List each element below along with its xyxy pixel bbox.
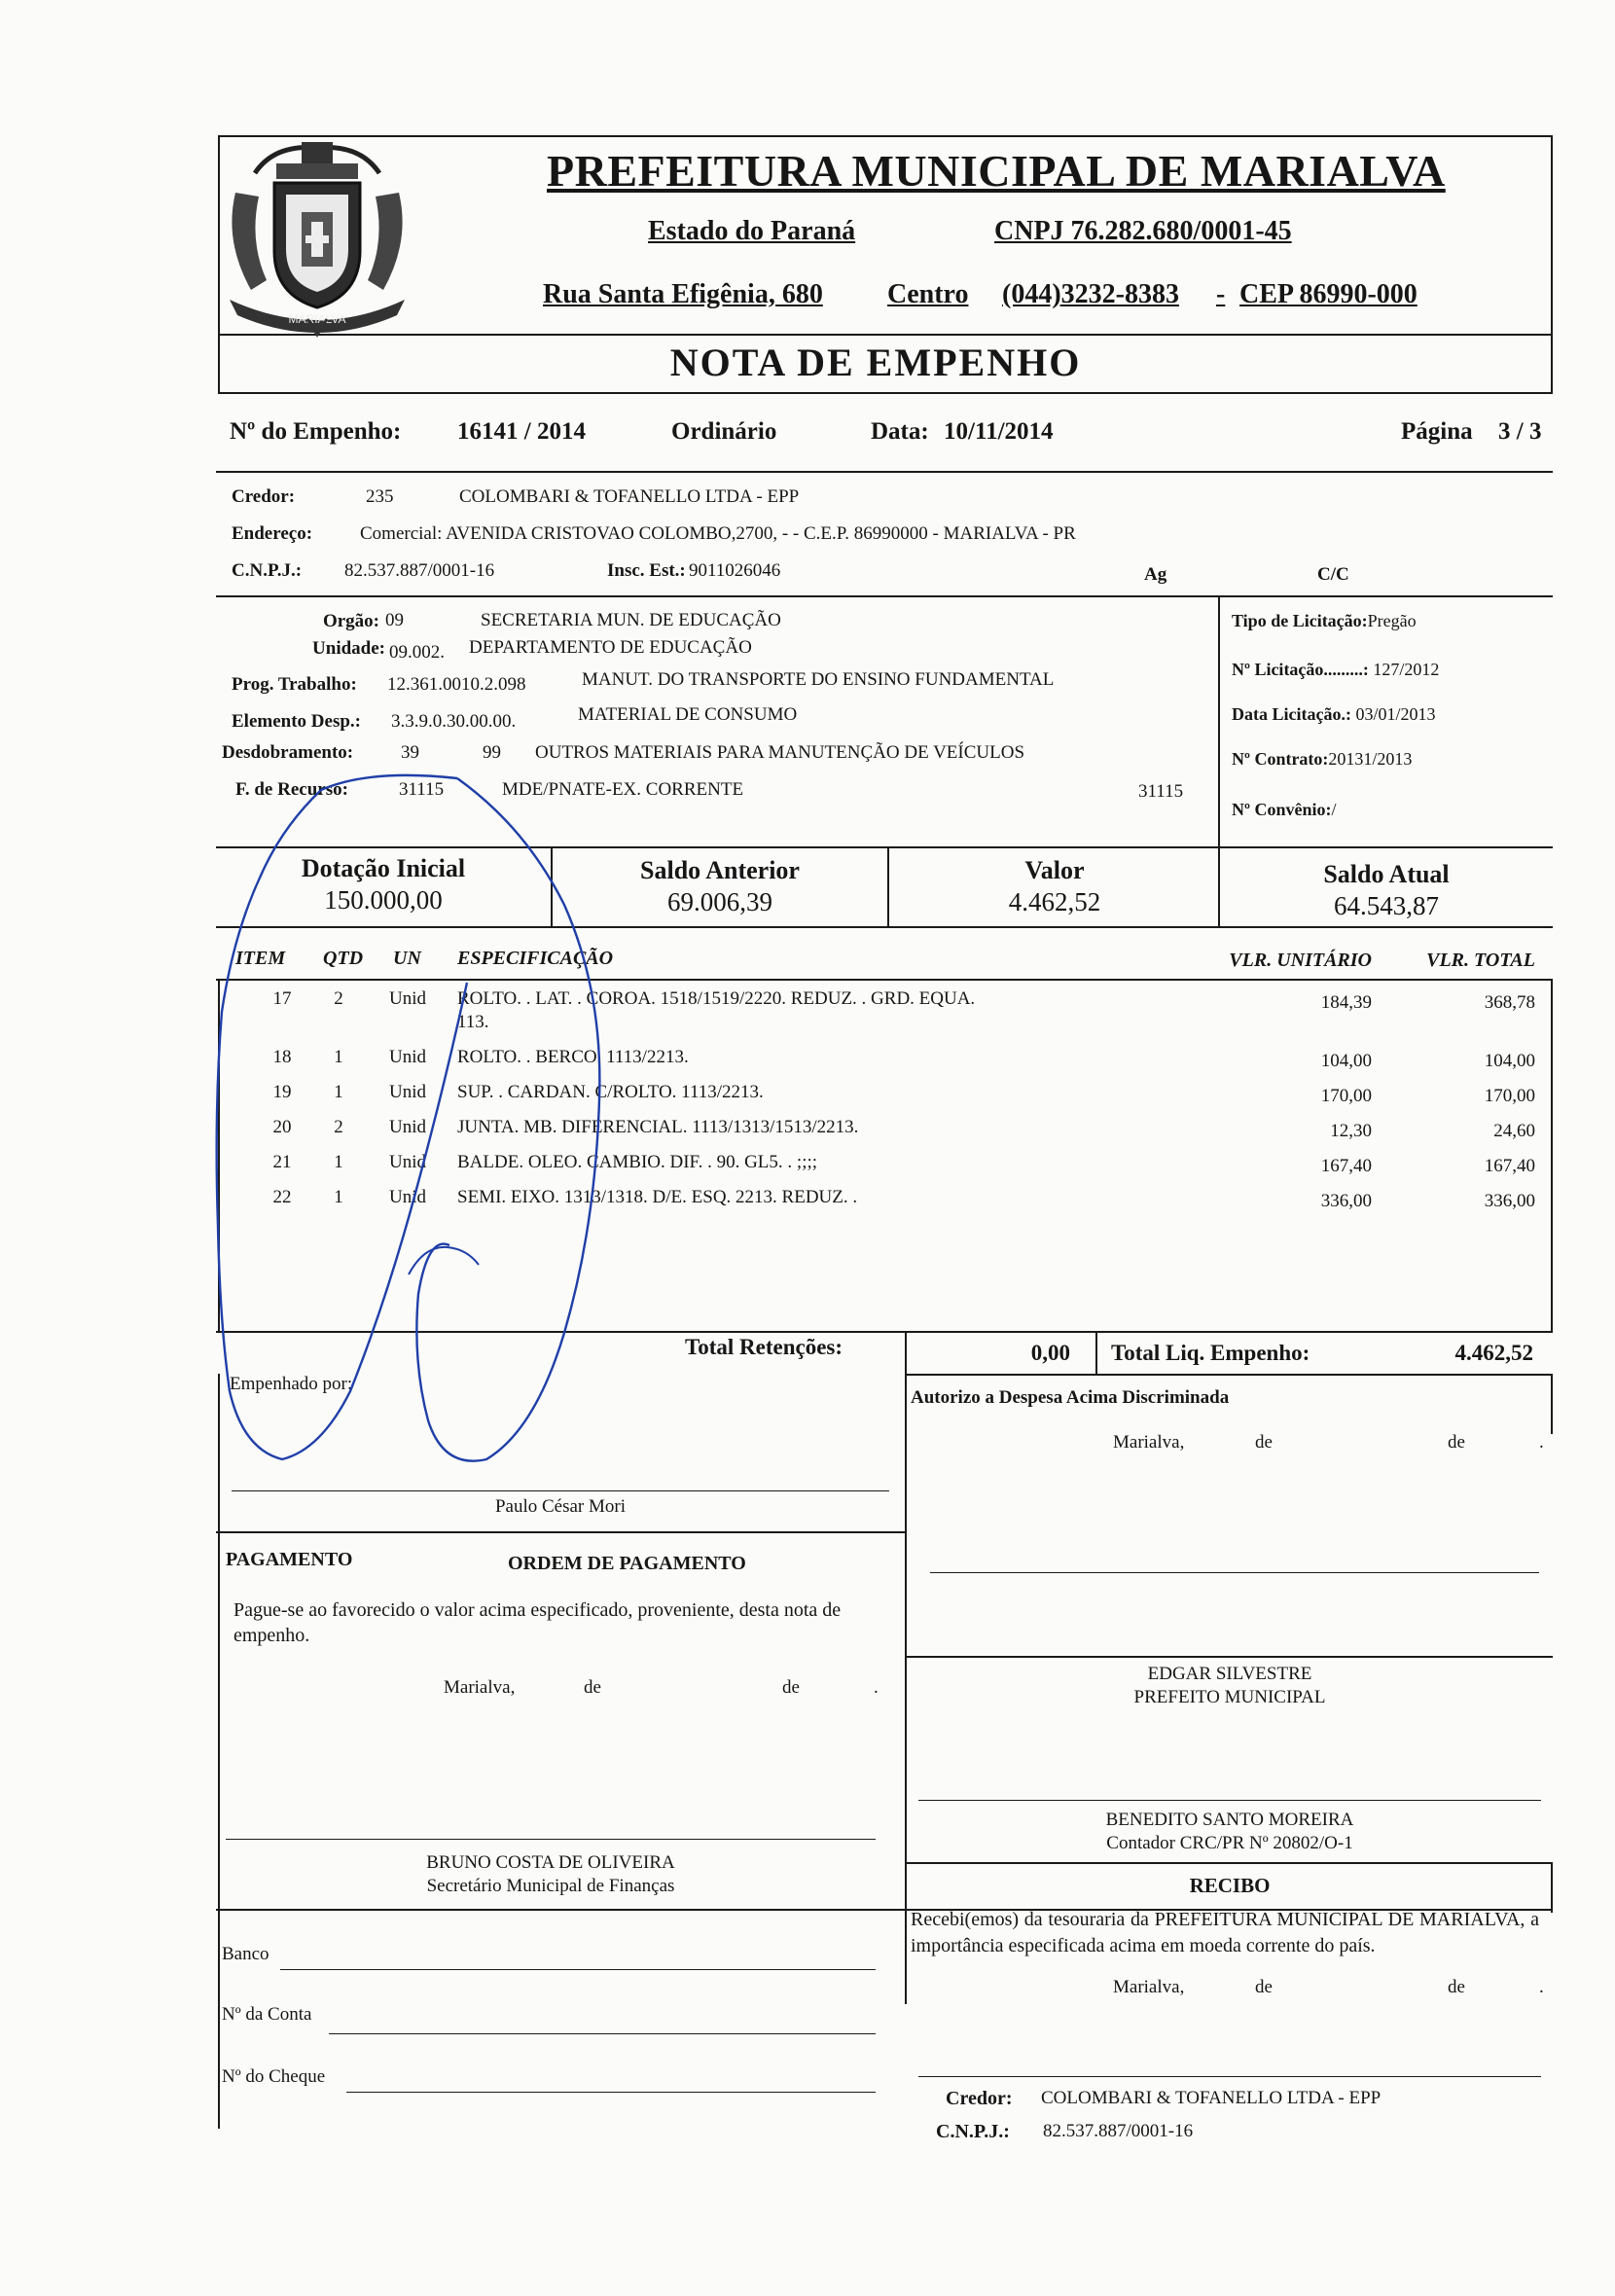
licitacao-contrato-value: 20131/2013 — [1328, 749, 1413, 769]
recurso-label: F. de Recurso: — [235, 779, 348, 800]
prog-label: Prog. Trabalho: — [232, 674, 357, 695]
empenhado-label: Empenhado por: — [230, 1374, 353, 1394]
item-number: 21 — [272, 1152, 292, 1172]
contador-title: Contador CRC/PR Nº 20802/O-1 — [1106, 1833, 1353, 1853]
elem-name: MATERIAL DE CONSUMO — [578, 704, 798, 725]
licitacao-data-label: Data Licitação.: — [1232, 704, 1351, 724]
credor-address: Comercial: AVENIDA CRISTOVAO COLOMBO,2700, - - C.E.P. 86990000 - MARIALVA - PR — [360, 523, 1076, 544]
item-number: 20 — [272, 1117, 292, 1137]
item-un: Unid — [389, 1082, 426, 1102]
item-total-value: 336,00 — [1484, 1191, 1535, 1211]
pagamento-de-1: de — [584, 1677, 601, 1698]
valor-value: 4.462,52 — [1008, 887, 1101, 916]
orgao-name: SECRETARIA MUN. DE EDUCAÇÃO — [481, 610, 781, 630]
empenho-label: Nº do Empenho: — [230, 418, 402, 445]
item-spec: ROLTO. . BERCO. 1113/2213. — [457, 1047, 689, 1067]
pague-text: Pague-se ao favorecido o valor acima especificado, proveniente, desta nota de empenho. — [233, 1599, 842, 1646]
autorizo-de-1: de — [1255, 1432, 1273, 1453]
col-spec: ESPECIFICAÇÃO — [457, 948, 614, 969]
licitacao-tipo — [1232, 611, 1417, 631]
item-number: 17 — [272, 988, 292, 1009]
insc-label: Insc. Est.: — [607, 560, 686, 581]
credor-divider — [216, 595, 1553, 597]
licitacao-convenio-value: / — [1331, 800, 1337, 819]
item-unit-value: 170,00 — [1320, 1086, 1372, 1106]
prefeito-name: EDGAR SILVESTRE — [1147, 1664, 1312, 1684]
licitacao-convenio-label: Nº Convênio: — [1232, 800, 1332, 819]
cheque-label: Nº do Cheque — [222, 2066, 326, 2087]
ordem-pagamento-label: ORDEM DE PAGAMENTO — [508, 1553, 746, 1574]
empenho-date: 10/11/2014 — [944, 418, 1054, 445]
totals-top-border — [216, 846, 1553, 848]
ag-label: Ag — [1144, 564, 1167, 585]
secretario-signature-line — [226, 1839, 876, 1840]
credor-cnpj: 82.537.887/0001-16 — [344, 560, 495, 581]
header-cep: CEP 86990-000 — [1239, 279, 1418, 309]
retencoes-top-border — [216, 1331, 1553, 1333]
pagamento-de-2: de — [782, 1677, 800, 1698]
contador-name: BENEDITO SANTO MOREIRA — [1105, 1810, 1354, 1830]
credor-label: Credor: — [232, 486, 296, 507]
retencoes-label: Total Retenções: — [685, 1335, 843, 1359]
conta-line — [329, 2033, 876, 2034]
empenho-date-label: Data: — [871, 418, 929, 445]
endereco-label: Endereço: — [232, 523, 313, 544]
coat-of-arms-seal — [216, 134, 418, 339]
pagamento-city: Marialva, — [444, 1677, 516, 1698]
item-qtd: 1 — [334, 1082, 343, 1102]
recibo-top-border — [907, 1862, 1553, 1864]
recibo-credor-label: Credor: — [946, 2088, 1013, 2109]
empenhado-name: Paulo César Mori — [494, 1496, 627, 1517]
licitacao-data-value: 03/01/2013 — [1355, 704, 1436, 724]
item-unit-value: 12,30 — [1330, 1121, 1372, 1141]
item-unit-value: 104,00 — [1320, 1051, 1372, 1071]
autorizo-city: Marialva, — [1113, 1432, 1185, 1453]
recibo-de-1: de — [1255, 1977, 1273, 1997]
desd-code: 39 — [401, 742, 419, 763]
empenho-type: Ordinário — [671, 418, 777, 445]
recurso-code: 31115 — [399, 779, 445, 800]
item-unit-value: 184,39 — [1320, 992, 1372, 1013]
recurso-code-2: 31115 — [1138, 781, 1184, 802]
pagamento-label: PAGAMENTO — [226, 1549, 353, 1570]
licitacao-num-label: Nº Licitação.........: — [1232, 660, 1369, 679]
item-un: Unid — [389, 1187, 426, 1207]
page-label: Página — [1401, 418, 1473, 445]
header-dash: - — [1216, 279, 1226, 309]
banco-line — [280, 1969, 876, 1970]
unidade-name: DEPARTAMENTO DE EDUCAÇÃO — [469, 637, 752, 658]
orgao-code: 09 — [385, 610, 404, 630]
retencoes-bottom-border — [907, 1374, 1553, 1376]
item-unit-value: 336,00 — [1320, 1191, 1372, 1211]
dotacao-label: Dotação Inicial — [301, 854, 466, 882]
header-bottom-border — [218, 392, 1553, 394]
licitacao-contrato-label: Nº Contrato: — [1232, 749, 1329, 769]
elem-code: 3.3.9.0.30.00.00. — [391, 711, 517, 732]
recibo-cnpj: 82.537.887/0001-16 — [1043, 2121, 1194, 2141]
item-qtd: 1 — [334, 1187, 343, 1207]
valor-label: Valor — [1024, 856, 1085, 884]
item-unit-value: 167,40 — [1320, 1156, 1372, 1176]
col-un: UN — [393, 948, 421, 969]
header-address: Rua Santa Efigênia, 680 — [543, 279, 823, 309]
item-qtd: 1 — [334, 1152, 343, 1172]
col-qtd: QTD — [323, 948, 364, 969]
licitacao-num-value: 127/2012 — [1373, 660, 1440, 679]
recibo-city: Marialva, — [1113, 1977, 1185, 1997]
saldo-atual-value: 64.543,87 — [1334, 891, 1439, 920]
col-item: ITEM — [235, 948, 286, 969]
licitacao-separator — [1218, 595, 1220, 850]
credor-name: COLOMBARI & TOFANELLO LTDA - EPP — [459, 486, 800, 507]
retencoes-sep — [1095, 1331, 1097, 1376]
header-cnpj: CNPJ 76.282.680/0001-45 — [994, 216, 1292, 246]
autorizo-right-border — [1551, 1374, 1553, 1434]
item-total-value: 368,78 — [1484, 992, 1535, 1013]
saldo-anterior-value: 69.006,39 — [667, 887, 772, 916]
item-spec: ROLTO. . LAT. . COROA. 1518/1519/2220. REDUZ. . GRD. EQUA. — [457, 988, 976, 1009]
col-total: VLR. TOTAL — [1426, 950, 1535, 971]
pagamento-dot: . — [874, 1677, 879, 1698]
item-spec: BALDE. OLEO. CAMBIO. DIF. . 90. GL5. . ;;;; — [457, 1152, 818, 1172]
licitacao-tipo-label: Tipo de Licitação: — [1232, 611, 1368, 630]
credor-insc: 9011026046 — [689, 560, 781, 581]
recibo-de-2: de — [1448, 1977, 1465, 1997]
licitacao-contrato — [1232, 749, 1412, 770]
item-qtd: 2 — [334, 1117, 343, 1137]
item-un: Unid — [389, 1117, 426, 1137]
saldo-anterior-label: Saldo Anterior — [640, 856, 800, 884]
header-state: Estado do Paraná — [648, 216, 856, 246]
item-spec: SEMI. EIXO. 1313/1318. D/E. ESQ. 2213. REDUZ. . — [457, 1187, 858, 1207]
unidade-code: 09.002. — [389, 642, 445, 663]
licitacao-convenio — [1232, 800, 1336, 820]
credor-code: 235 — [366, 486, 394, 507]
licitacao-num — [1232, 660, 1439, 680]
autorizo-de-2: de — [1448, 1432, 1465, 1453]
autorizo-label: Autorizo a Despesa Acima Discriminada — [911, 1387, 1230, 1408]
col-unit: VLR. UNITÁRIO — [1229, 950, 1372, 971]
item-total-value: 170,00 — [1484, 1086, 1535, 1106]
svg-text:MARIALVA: MARIALVA — [288, 312, 346, 326]
secretario-title: Secretário Municipal de Finanças — [426, 1876, 675, 1896]
desd-name: OUTROS MATERIAIS PARA MANUTENÇÃO DE VEÍCULOS — [535, 742, 1025, 763]
totals-bottom-border — [216, 926, 1553, 928]
desd-sub: 99 — [483, 742, 501, 763]
item-qtd: 2 — [334, 988, 343, 1009]
prefeito-title: PREFEITO MUNICIPAL — [1133, 1687, 1326, 1707]
empenho-number: 16141 / 2014 — [457, 418, 586, 445]
contador-signature-line — [918, 1800, 1541, 1801]
liq-value: 4.462,52 — [1454, 1341, 1533, 1365]
banco-label: Banco — [222, 1944, 269, 1964]
desd-label: Desdobramento: — [222, 742, 354, 763]
dotacao-value: 150.000,00 — [324, 885, 443, 915]
item-un: Unid — [389, 1152, 426, 1172]
page-number: 3 / 3 — [1498, 418, 1542, 445]
cc-label: C/C — [1317, 564, 1349, 585]
item-un: Unid — [389, 988, 426, 1009]
items-header-divider — [216, 979, 1553, 981]
item-total-value: 167,40 — [1484, 1156, 1535, 1176]
item-spec: SUP. . CARDAN. C/ROLTO. 1113/2213. — [457, 1082, 764, 1102]
liq-label: Total Liq. Empenho: — [1111, 1341, 1310, 1365]
licitacao-data — [1232, 704, 1435, 725]
autorizo-signature-line — [930, 1572, 1539, 1573]
item-number: 19 — [272, 1082, 292, 1102]
empenhado-signature-line — [232, 1490, 889, 1491]
items-left-border — [218, 979, 220, 1333]
cnpj-label: C.N.P.J.: — [232, 560, 303, 581]
prog-name: MANUT. DO TRANSPORTE DO ENSINO FUNDAMENTAL — [582, 669, 1055, 690]
item-qtd: 1 — [334, 1047, 343, 1067]
recibo-text: Recebi(emos) da tesouraria da PREFEITURA MUNICIPAL DE MARIALVA, a importância especificada acima em moeda corrente do país. — [911, 1909, 1539, 1956]
conta-label: Nº da Conta — [222, 2004, 312, 2025]
secretario-name: BRUNO COSTA DE OLIVEIRA — [426, 1852, 675, 1873]
recibo-label: RECIBO — [1189, 1874, 1271, 1897]
items-right-border — [1551, 979, 1553, 1333]
elem-label: Elemento Desp.: — [232, 711, 361, 732]
recurso-name: MDE/PNATE-EX. CORRENTE — [502, 779, 744, 800]
item-number: 22 — [272, 1187, 292, 1207]
recibo-signature-line — [918, 2076, 1541, 2077]
item-un: Unid — [389, 1047, 426, 1067]
header-district: Centro — [887, 279, 969, 309]
licitacao-tipo-value: Pregão — [1367, 611, 1417, 630]
saldo-atual-label: Saldo Atual — [1323, 860, 1450, 888]
page-title: PREFEITURA MUNICIPAL DE MARIALVA — [547, 146, 1446, 196]
bottom-left-border — [218, 1374, 220, 2129]
item-number: 18 — [272, 1047, 292, 1067]
recibo-dot: . — [1539, 1977, 1544, 1997]
empenho-divider — [216, 471, 1553, 473]
item-total-value: 104,00 — [1484, 1051, 1535, 1071]
document-title: NOTA DE EMPENHO — [669, 341, 1082, 384]
prog-code: 12.361.0010.2.098 — [387, 674, 526, 695]
retencoes-value: 0,00 — [1030, 1341, 1070, 1365]
item-total-value: 24,60 — [1493, 1121, 1535, 1141]
prefeito-top-border — [907, 1656, 1553, 1658]
recibo-credor: COLOMBARI & TOFANELLO LTDA - EPP — [1041, 2088, 1382, 2108]
item-spec: JUNTA. MB. DIFERENCIAL. 1113/1313/1513/2213. — [457, 1117, 859, 1137]
orgao-label: Orgão: — [322, 611, 379, 631]
autorizo-dot: . — [1539, 1432, 1544, 1453]
recibo-cnpj-label: C.N.P.J.: — [936, 2121, 1010, 2142]
cheque-line — [346, 2092, 876, 2093]
item-spec-continued: 113. — [457, 1012, 489, 1032]
unidade-label: Unidade: — [312, 638, 385, 659]
pagamento-top-border — [216, 1531, 907, 1533]
header-phone: (044)3232-8383 — [1002, 279, 1179, 309]
